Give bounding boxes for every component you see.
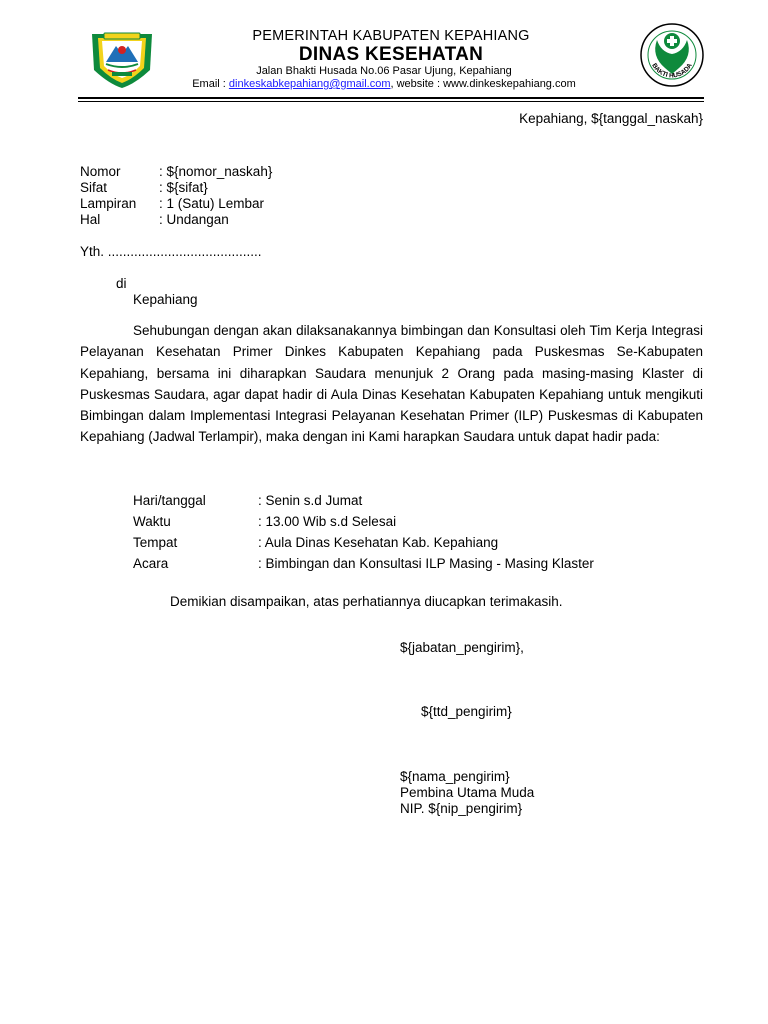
letterhead-divider-thick — [78, 97, 704, 99]
meta-label-nomor: Nomor — [80, 164, 121, 179]
recipient-line: Yth. ......................................... — [80, 244, 262, 259]
meta-value-lampiran: : 1 (Satu) Lembar — [159, 196, 265, 211]
event-value-time: : 13.00 Wib s.d Selesai — [258, 514, 397, 529]
letterhead-address: Jalan Bhakti Husada No.06 Pasar Ujung, Kepahiang — [256, 65, 512, 77]
email-link[interactable]: dinkeskabkepahiang@gmail.com — [228, 78, 391, 90]
letterhead-divider-thin — [78, 101, 704, 102]
meta-label-hal: Hal — [80, 212, 101, 227]
event-label-agenda: Acara — [133, 556, 169, 571]
meta-label-lampiran: Lampiran — [80, 196, 137, 211]
event-label-date: Hari/tanggal — [133, 493, 206, 508]
recipient-di: di — [116, 276, 127, 291]
website-text: , website : www.dinkeskepahiang.com — [390, 78, 576, 90]
signature-position: ${jabatan_pengirim}, — [400, 640, 524, 655]
body-paragraph: Sehubungan dengan akan dilaksanakannya bimbingan dan Konsultasi oleh Tim Kerja Integrasi Pelayanan Kesehatan Primer Dinkes Kabupaten Kepahiang pada Puskesmas Se-Kabupaten Kepahiang, bersama ini diharapkan Saudara menunjuk 2 Orang pada masing-masing Klaster di Puskesmas Saudara, agar dapat hadir di Aula Dinas Kesehatan Kabupaten Kepahiang untuk mengikuti Bimbingan dalam Implementasi Integrasi Pelayanan Kesehatan Primer (ILP) Puskesmas di Kabupaten Kepahiang (Jadwal Terlampir), maka dengan ini Kami harapkan Saudara untuk dapat hadir pada: — [80, 323, 703, 445]
email-label: Email : — [192, 78, 229, 90]
meta-label-sifat: Sifat — [80, 180, 108, 195]
closing-sentence: Demikian disampaikan, atas perhatiannya diucapkan terimakasih. — [170, 594, 563, 609]
place-date: Kepahiang, ${tanggal_naskah} — [519, 111, 703, 126]
bakti-husada-logo-icon — [639, 22, 705, 88]
event-value-agenda: : Bimbingan dan Konsultasi ILP Masing - Masing Klaster — [258, 556, 594, 571]
signature-ttd: ${ttd_pengirim} — [421, 704, 512, 719]
event-value-date: : Senin s.d Jumat — [258, 493, 363, 508]
signature-nip: NIP. ${nip_pengirim} — [400, 801, 523, 816]
meta-value-nomor: : ${nomor_naskah} — [159, 164, 273, 179]
signature-name: ${nama_pengirim} — [400, 769, 510, 784]
meta-value-hal: : Undangan — [159, 212, 229, 227]
signature-rank: Pembina Utama Muda — [400, 785, 535, 800]
recipient-city: Kepahiang — [133, 292, 198, 307]
event-label-place: Tempat — [133, 535, 178, 550]
bakti-husada-text: BAKTI HUSADA — [650, 62, 694, 80]
letterhead-office: DINAS KESEHATAN — [298, 44, 484, 65]
event-label-time: Waktu — [133, 514, 171, 529]
event-value-place: : Aula Dinas Kesehatan Kab. Kepahiang — [258, 535, 499, 550]
meta-value-sifat: : ${sifat} — [159, 180, 208, 195]
letterhead-government: PEMERINTAH KABUPATEN KEPAHIANG — [252, 28, 530, 44]
